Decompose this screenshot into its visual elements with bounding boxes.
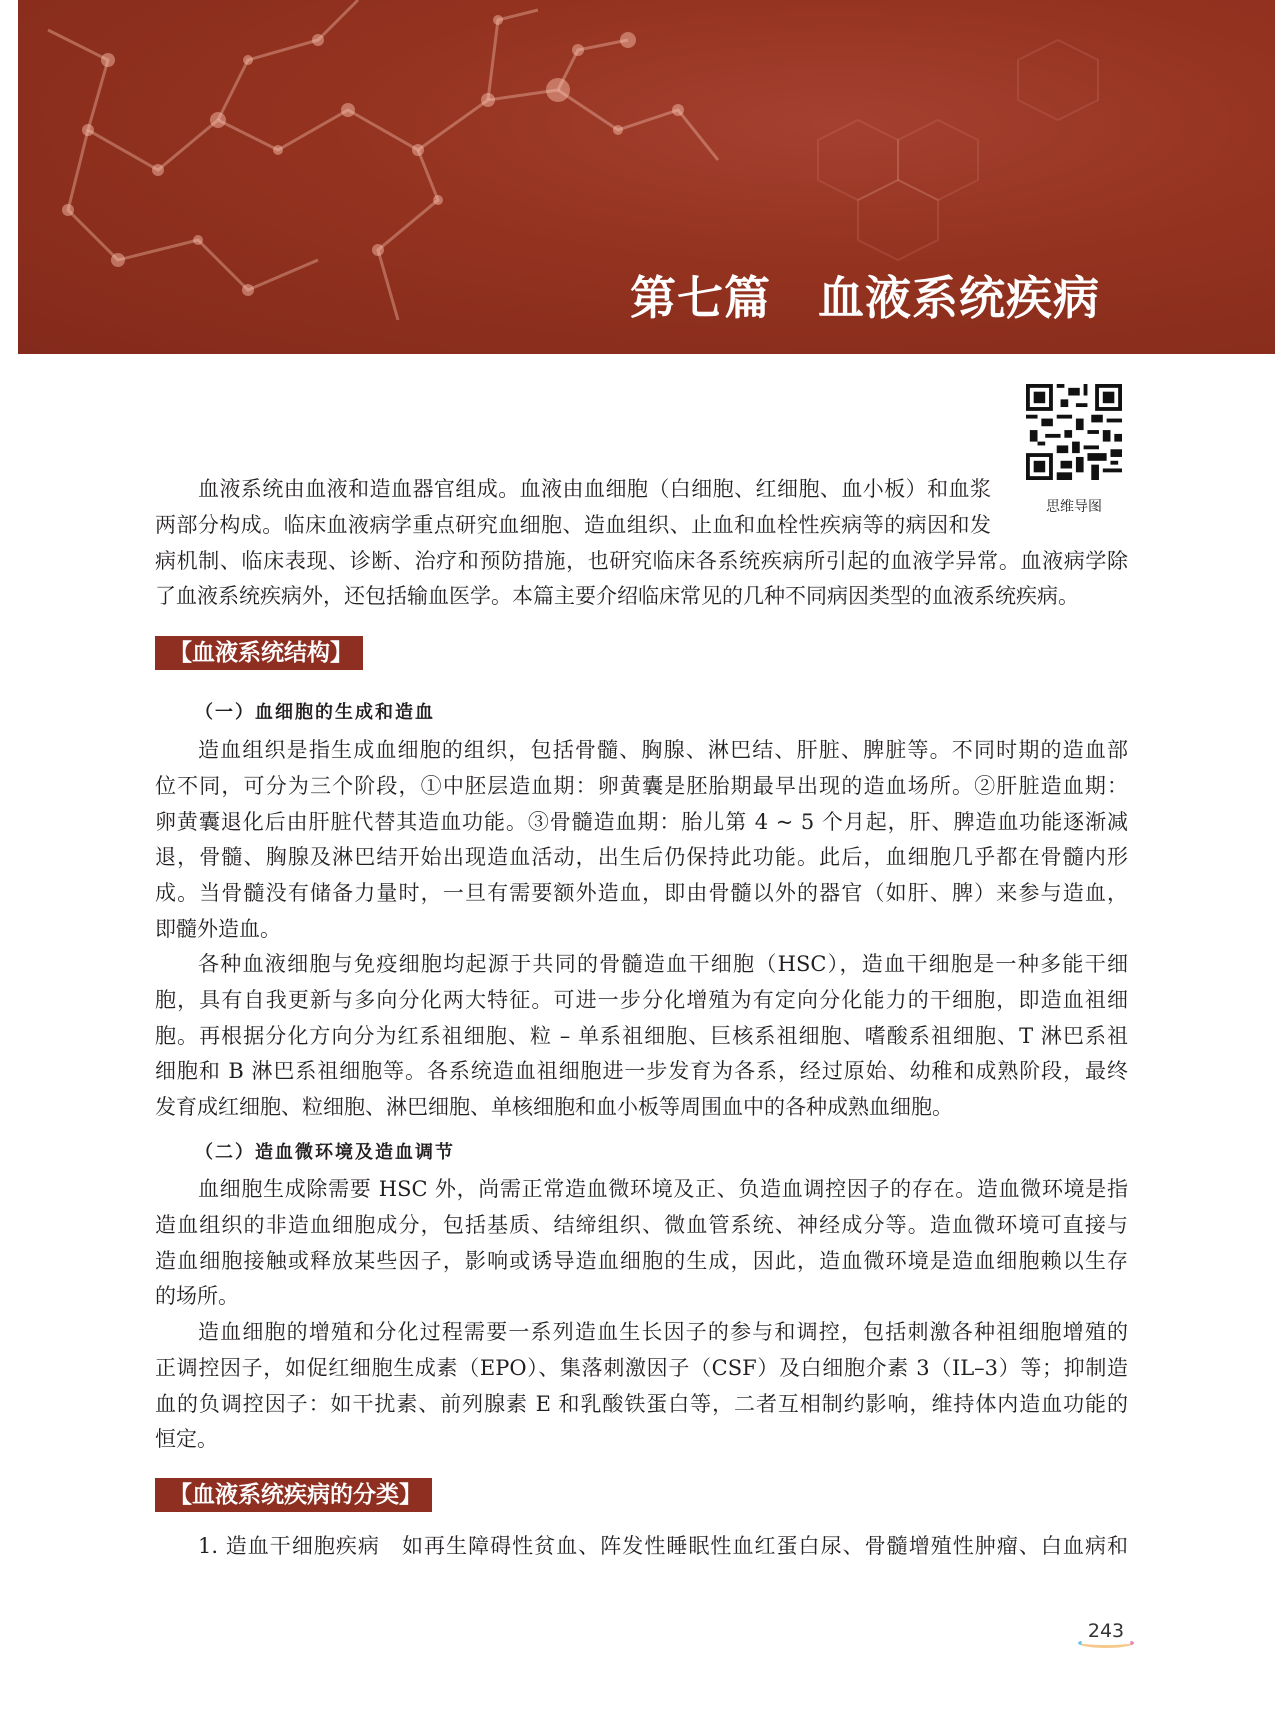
text-line: 退，骨髓、胸腺及淋巴结开始出现造血活动，出生后仍保持此功能。此后，血细胞几乎都在骨髓内形 <box>155 845 1128 870</box>
text-line: 病机制、临床表现、诊断、治疗和预防措施，也研究临床各系统疾病所引起的血液学异常。血液病学除 <box>155 548 1128 573</box>
text-line: 造血细胞的增殖和分化过程需要一系列造血生长因子的参与和调控，包括刺激各种祖细胞增殖的 <box>198 1320 1128 1344</box>
paragraph-hematopoiesis <box>155 733 1128 948</box>
text-line: 胞，具有自我更新与多向分化两大特征。可进一步分化增殖为有定向分化能力的干细胞，即造血祖细 <box>155 987 1128 1012</box>
paragraph-growth-factors <box>155 1315 1128 1458</box>
intro-paragraph <box>155 472 1128 615</box>
subheading-1: （一）血细胞的生成和造血 <box>195 702 435 723</box>
text-line: 发育成红细胞、粒细胞、淋巴细胞、单核细胞和血小板等周围血中的各种成熟血细胞。 <box>155 1095 953 1120</box>
text-line: 卵黄囊退化后由肝脏代替其造血功能。③骨髓造血期：胎儿第 4 ~ 5 个月起，肝、脾造血功能逐渐减 <box>155 809 1128 834</box>
text-line: 两部分构成。临床血液病学重点研究血细胞、造血组织、止血和血栓性疾病等的病因和发 <box>155 512 991 537</box>
text-line: 造血细胞接触或释放某些因子，影响或诱导造血细胞的生成，因此，造血微环境是造血细胞赖以生存 <box>155 1248 1128 1273</box>
text-line: 血细胞生成除需要 HSC 外，尚需正常造血微环境及正、负造血调控因子的存在。造血微环境是指 <box>198 1177 1128 1201</box>
text-line: 恒定。 <box>155 1427 218 1452</box>
subheading-2: （二）造血微环境及造血调节 <box>195 1142 455 1163</box>
page-number-text: 243 <box>1087 1620 1125 1642</box>
text-line: 的场所。 <box>155 1284 239 1309</box>
text-line: 造血组织是指生成血细胞的组织，包括骨髓、胸腺、淋巴结、肝脏、脾脏等。不同时期的造血部 <box>198 738 1128 762</box>
section-heading-structure: 【血液系统结构】 <box>155 636 363 670</box>
section-heading-classification: 【血液系统疾病的分类】 <box>155 1478 432 1512</box>
text-line: 正调控因子，如促红细胞生成素（EPO）、集落刺激因子（CSF）及白细胞介素 3（IL–3）等；抑制造 <box>155 1355 1128 1380</box>
text-line: 造血组织的非造血细胞成分，包括基质、结缔组织、微血管系统、神经成分等。造血微环境可直接与 <box>155 1212 1128 1237</box>
paragraph-microenvironment <box>155 1172 1128 1315</box>
text-line: 即髓外造血。 <box>155 916 281 941</box>
text-line: 1. 造血干细胞疾病 如再生障碍性贫血、阵发性睡眠性血红蛋白尿、骨髓增殖性肿瘤、白血病和 <box>198 1534 1128 1558</box>
qr-code-icon[interactable] <box>1026 384 1122 480</box>
qr-caption: 思维导图 <box>1046 499 1102 515</box>
text-line: 血液系统由血液和造血器官组成。血液由血细胞（白细胞、红细胞、血小板）和血浆 <box>198 477 991 501</box>
page-number <box>1076 1620 1136 1656</box>
paragraph-stem-cells <box>155 947 1128 1126</box>
chapter-banner <box>18 0 1275 354</box>
text-line: 细胞和 B 淋巴系祖细胞等。各系统造血祖细胞进一步发育为各系，经过原始、幼稚和成熟阶段，最终 <box>155 1059 1128 1084</box>
text-line: 位不同，可分为三个阶段，①中胚层造血期：卵黄囊是胚胎期最早出现的造血场所。②肝脏造血期： <box>155 773 1128 798</box>
classification-item-1 <box>155 1529 1128 1565</box>
chapter-title: 第七篇 血液系统疾病 <box>630 271 1100 325</box>
text-line: 成。当骨髓没有储备力量时，一旦有需要额外造血，即由骨髓以外的器官（如肝、脾）来参与造血， <box>155 881 1128 906</box>
text-line: 胞。再根据分化方向分为红系祖细胞、粒 – 单系祖细胞、巨核系祖细胞、嗜酸系祖细胞、T 淋巴系祖 <box>155 1023 1128 1048</box>
text-line: 血的负调控因子：如干扰素、前列腺素 E 和乳酸铁蛋白等，二者互相制约影响，维持体内造血功能的 <box>155 1391 1128 1416</box>
text-line: 了血液系统疾病外，还包括输血医学。本篇主要介绍临床常见的几种不同病因类型的血液系统疾病。 <box>155 584 1079 609</box>
text-line: 各种血液细胞与免疫细胞均起源于共同的骨髓造血干细胞（HSC），造血干细胞是一种多能干细 <box>198 952 1128 976</box>
